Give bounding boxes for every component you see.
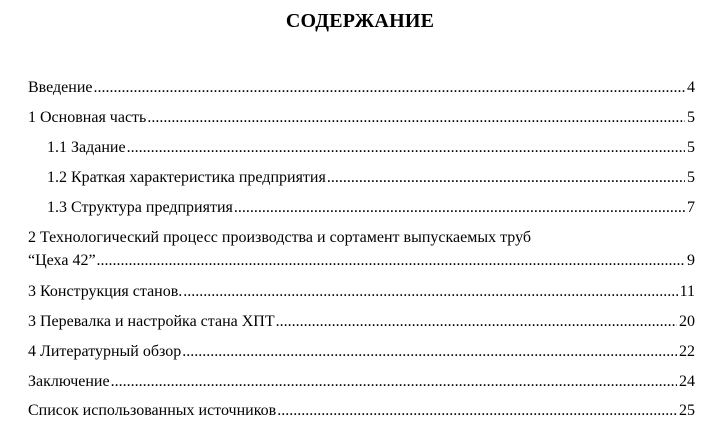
dot-leader <box>94 78 686 98</box>
toc-page-number: 24 <box>679 373 695 390</box>
toc-page-number: 5 <box>687 109 695 126</box>
toc-page-number: 9 <box>687 252 695 269</box>
toc-entry-text: 3 Перевалка и настройка стана ХПТ <box>28 313 275 330</box>
dot-leader <box>147 108 685 128</box>
toc-page-number: 4 <box>687 79 695 96</box>
toc-page-number: 5 <box>687 169 695 186</box>
toc-entry-text: Список использованных источников <box>28 402 277 419</box>
toc-entry-text: 1 Основная часть <box>28 109 147 126</box>
toc-title: СОДЕРЖАНИЕ <box>285 10 435 32</box>
dot-leader <box>182 342 677 362</box>
toc-entry-text: Заключение <box>28 373 110 390</box>
toc-page-number: 11 <box>679 283 695 300</box>
dot-leader <box>97 251 685 271</box>
toc-entry-enterprise-characteristics[interactable] <box>47 168 695 188</box>
dot-leader <box>277 401 677 421</box>
toc-page-number: 7 <box>687 199 695 216</box>
dot-leader <box>127 138 685 158</box>
toc-entry-introduction[interactable] <box>28 78 695 98</box>
toc-entry-technology-line1[interactable]: 2 Технологический процесс производства и сортамент выпускаемых труб <box>28 229 532 246</box>
dot-leader <box>111 372 677 392</box>
dot-leader <box>276 312 677 332</box>
toc-entry-mill-design[interactable] <box>28 282 695 302</box>
toc-entry-main-part[interactable] <box>28 108 695 128</box>
toc-entry-enterprise-structure[interactable] <box>47 198 695 218</box>
toc-entry-text: Введение <box>28 79 93 96</box>
dot-leader <box>234 198 685 218</box>
toc-entry-conclusion[interactable] <box>28 372 695 392</box>
toc-page-number: 22 <box>679 343 695 360</box>
toc-page-number: 25 <box>679 402 695 419</box>
toc-page-number: 20 <box>679 313 695 330</box>
toc-entry-text: 1.1 Задание <box>47 139 126 156</box>
toc-entry-roll-change[interactable] <box>28 312 695 332</box>
toc-page-number: 5 <box>687 139 695 156</box>
toc-entry-text: 1.2 Краткая характеристика предприятия <box>47 169 326 186</box>
toc-entry-technology[interactable] <box>28 251 695 271</box>
toc-entry-text: “Цеха 42” <box>28 252 96 269</box>
toc-entry-task[interactable] <box>47 138 695 158</box>
toc-entry-text: 4 Литературный обзор <box>28 343 182 360</box>
toc-entry-literature-review[interactable] <box>28 342 695 362</box>
toc-entry-text: 3 Конструкция станов. <box>28 283 183 300</box>
toc-entry-references[interactable] <box>28 401 695 421</box>
dot-leader <box>183 282 677 302</box>
toc-entry-text: 1.3 Структура предприятия <box>47 199 233 216</box>
dot-leader <box>327 168 685 188</box>
